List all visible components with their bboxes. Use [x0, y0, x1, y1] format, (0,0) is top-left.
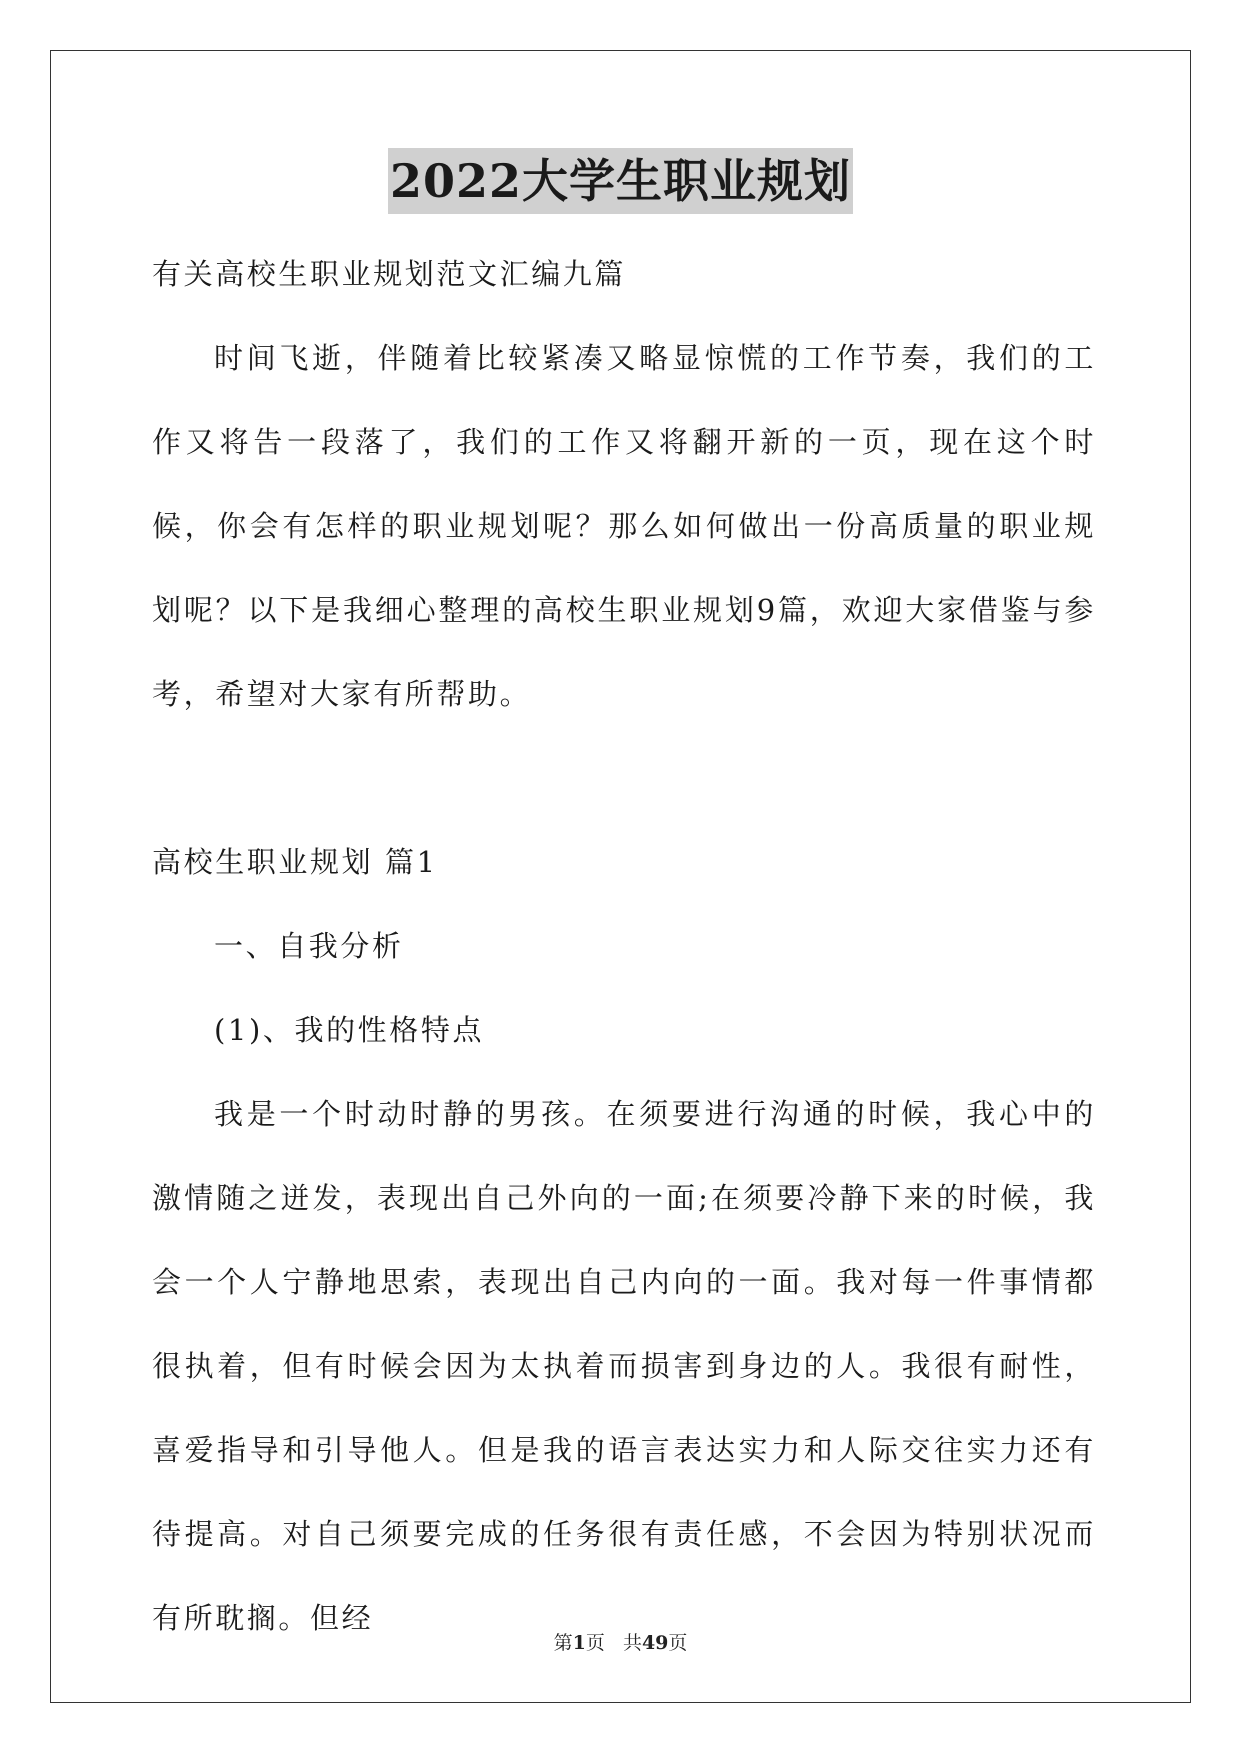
footer-page-prefix: 第	[553, 1632, 573, 1654]
footer-page-current: 1	[572, 1632, 586, 1654]
intro-paragraph: 时间飞逝，伴随着比较紧凑又略显惊慌的工作节奏，我们的工作又将告一段落了，我们的工作又将翻开新的一页，现在这个时候，你会有怎样的职业规划呢？那么如何做出一份高质量的职业规划呢？以下是我细心整理的高校生职业规划9篇，欢迎大家借鉴与参考，希望对大家有所帮助。	[152, 341, 1096, 711]
body-paragraph: 我是一个时动时静的男孩。在须要进行沟通的时候，我心中的激情随之迸发，表现出自己外向的一面;在须要冷静下来的时候，我会一个人宁静地思索，表现出自己内向的一面。我对每一件事情都很执着，但有时候会因为太执着而损害到身边的人。我很有耐性，喜爱指导和引导他人。但是我的语言表达实力和人际交往实力还有待提高。对自己须要完成的任务很有责任感，不会因为特别状况而有所耽搁。但经	[152, 1097, 1096, 1635]
document-title: 2022大学生职业规划	[388, 148, 853, 214]
footer-page-total: 49	[641, 1632, 669, 1654]
document-subtitle: 有关高校生职业规划范文汇编九篇	[152, 257, 627, 291]
footer-page-mid: 页 共	[585, 1632, 642, 1654]
document-title-block	[0, 148, 1241, 214]
part-heading: 一、自我分析	[214, 929, 404, 963]
blank-line	[152, 736, 1096, 820]
document-body	[152, 232, 1096, 1660]
sub-heading: (1)、我的性格特点	[214, 1013, 485, 1047]
page-footer	[0, 1628, 1241, 1655]
footer-page-suffix: 页	[668, 1632, 688, 1654]
section-heading: 高校生职业规划 篇1	[152, 845, 438, 879]
